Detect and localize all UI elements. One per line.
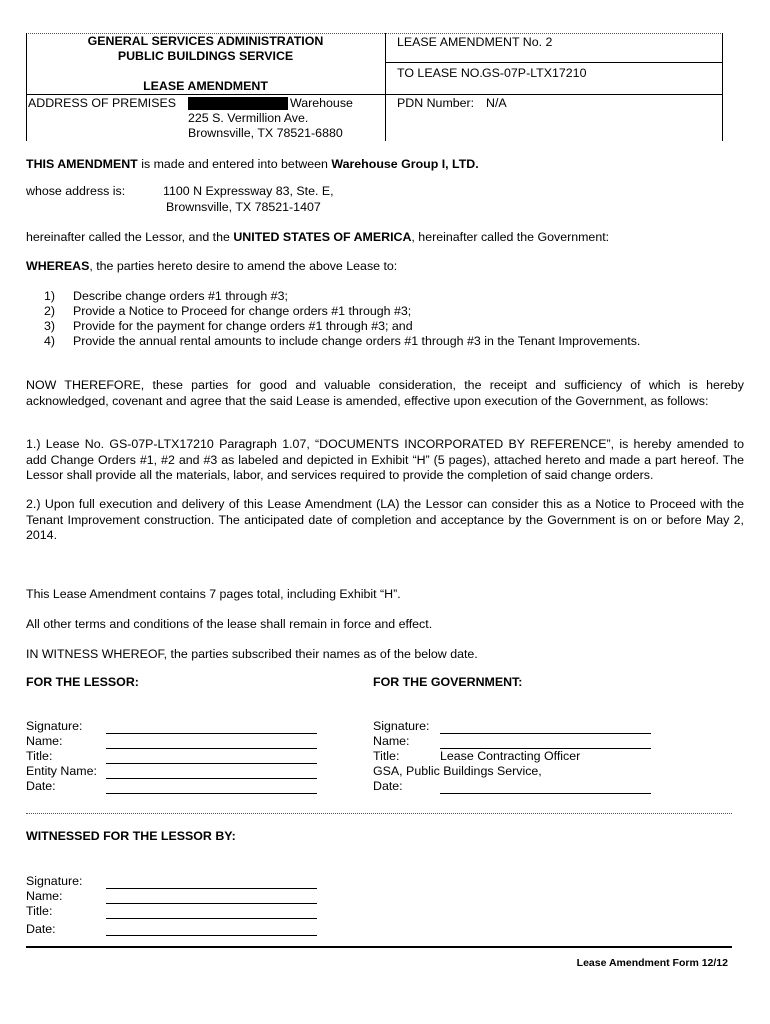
pages-note: This Lease Amendment contains 7 pages total, including Exhibit “H”. — [26, 587, 401, 601]
form-title: LEASE AMENDMENT — [143, 79, 268, 93]
pdn-label: PDN Number: — [397, 96, 475, 110]
lessor-address-line1: 1100 N Expressway 83, Ste. E, — [163, 184, 334, 198]
agency-line2: PUBLIC BUILDINGS SERVICE — [117, 49, 294, 63]
witness-name-label: Name: — [26, 889, 63, 903]
list-item-num: 4) — [44, 334, 56, 348]
gov-signature-line[interactable] — [440, 733, 651, 734]
gov-org: GSA, Public Buildings Service, — [373, 764, 542, 778]
gov-date-label: Date: — [373, 779, 403, 793]
other-terms: All other terms and conditions of the lease shall remain in force and effect. — [26, 617, 433, 631]
lease-no-value: GS-07P-LTX17210 — [482, 66, 587, 80]
hereinafter-part1: hereinafter called the Lessor, and the — [26, 230, 230, 244]
gov-name-label: Name: — [373, 734, 410, 748]
list-item: Describe change orders #1 through #3; — [73, 289, 288, 303]
hereinafter-part2: , hereinafter called the Government: — [411, 230, 610, 244]
list-item-num: 1) — [44, 289, 56, 303]
hereinafter-line — [26, 230, 609, 244]
amendment-number: LEASE AMENDMENT No. 2 — [397, 35, 553, 49]
now-therefore-paragraph: NOW THEREFORE, these parties for good and valuable consideration, the receipt and sufficiency of which is hereby acknowledged, covenant and agree that the said Lease is amended, effective upon execution of the Government, as follows: — [26, 378, 744, 408]
lessor-entity-line[interactable] — [106, 778, 317, 779]
witness-title-label: Title: — [26, 904, 53, 918]
list-item-num: 2) — [44, 304, 56, 318]
gov-signature-label: Signature: — [373, 719, 430, 733]
premises-label: ADDRESS OF PREMISES — [28, 96, 177, 110]
made-text: is made and entered into between — [141, 157, 328, 171]
footer-rule — [26, 946, 732, 948]
list-item: Provide for the payment for change orders #1 through #3; and — [73, 319, 413, 333]
lessor-address-line2: Brownsville, TX 78521-1407 — [166, 200, 321, 214]
witness-signature-line[interactable] — [106, 888, 317, 889]
section-divider — [26, 813, 732, 814]
redaction-bar — [188, 97, 288, 110]
whereas-bold: WHEREAS — [26, 259, 90, 273]
paragraph-1: 1.) Lease No. GS-07P-LTX17210 Paragraph 1.07, “DOCUMENTS INCORPORATED BY REFERENCE”, is hereby amended to add Change Orders #1, #2 and #3 as labeled and depicted in Exhibit “H” (5 pages), attached hereto and made a part hereof. The Lessor shall provide all the materials, labor, and services required to provide the completion of said change orders. — [26, 437, 744, 482]
gov-date-line[interactable] — [440, 793, 651, 794]
gov-title-value: Lease Contracting Officer — [440, 749, 581, 763]
lessor-name: Warehouse Group I, LTD. — [331, 157, 479, 171]
lessor-signature-label: Signature: — [26, 719, 83, 733]
intro-line — [26, 157, 479, 171]
list-item-num: 3) — [44, 319, 56, 333]
pdn-value: N/A — [486, 96, 507, 110]
list-item: Provide a Notice to Proceed for change orders #1 through #3; — [73, 304, 412, 318]
premises-line2: 225 S. Vermillion Ave. — [188, 111, 309, 125]
gov-title-label: Title: — [373, 749, 400, 763]
lessor-entity-label: Entity Name: — [26, 764, 97, 778]
government-heading: FOR THE GOVERNMENT: — [373, 675, 523, 689]
agency-line1: GENERAL SERVICES ADMINISTRATION — [87, 34, 324, 48]
lease-no-label: TO LEASE NO. — [397, 66, 483, 80]
paragraph-2: 2.) Upon full execution and delivery of this Lease Amendment (LA) the Lessor can consider this as a Notice to Proceed with the Tenant Improvement construction. The anticipated date of completion and acceptance by the Government is on or before May 2, 2014. — [26, 497, 744, 542]
witness-heading: WITNESSED FOR THE LESSOR BY: — [26, 829, 236, 843]
witness-date-line[interactable] — [106, 935, 317, 936]
lessor-heading: FOR THE LESSOR: — [26, 675, 139, 689]
whereas-text: , the parties hereto desire to amend the above Lease to: — [89, 259, 398, 273]
witness-title-line[interactable] — [106, 918, 317, 919]
lessor-title-label: Title: — [26, 749, 53, 763]
lessor-name-line[interactable] — [106, 748, 317, 749]
witness-name-line[interactable] — [106, 903, 317, 904]
lessor-title-line[interactable] — [106, 763, 317, 764]
lessor-signature-line[interactable] — [106, 733, 317, 734]
this-amendment: THIS AMENDMENT — [26, 157, 138, 171]
lessor-name-label: Name: — [26, 734, 63, 748]
address-label: whose address is: — [26, 184, 126, 198]
government-name: UNITED STATES OF AMERICA — [233, 230, 412, 244]
form-id: Lease Amendment Form 12/12 — [576, 957, 728, 969]
lessor-date-line[interactable] — [106, 793, 317, 794]
witness-signature-label: Signature: — [26, 874, 83, 888]
whereas-line — [26, 259, 397, 273]
lessor-date-label: Date: — [26, 779, 56, 793]
list-item: Provide the annual rental amounts to include change orders #1 through #3 in the Tenant Improvements. — [73, 334, 641, 348]
witness-whereof: IN WITNESS WHEREOF, the parties subscribed their names as of the below date. — [26, 647, 478, 661]
witness-date-label: Date: — [26, 922, 56, 936]
premises-line3: Brownsville, TX 78521-6880 — [188, 126, 343, 140]
premises-name: Warehouse — [290, 96, 353, 110]
